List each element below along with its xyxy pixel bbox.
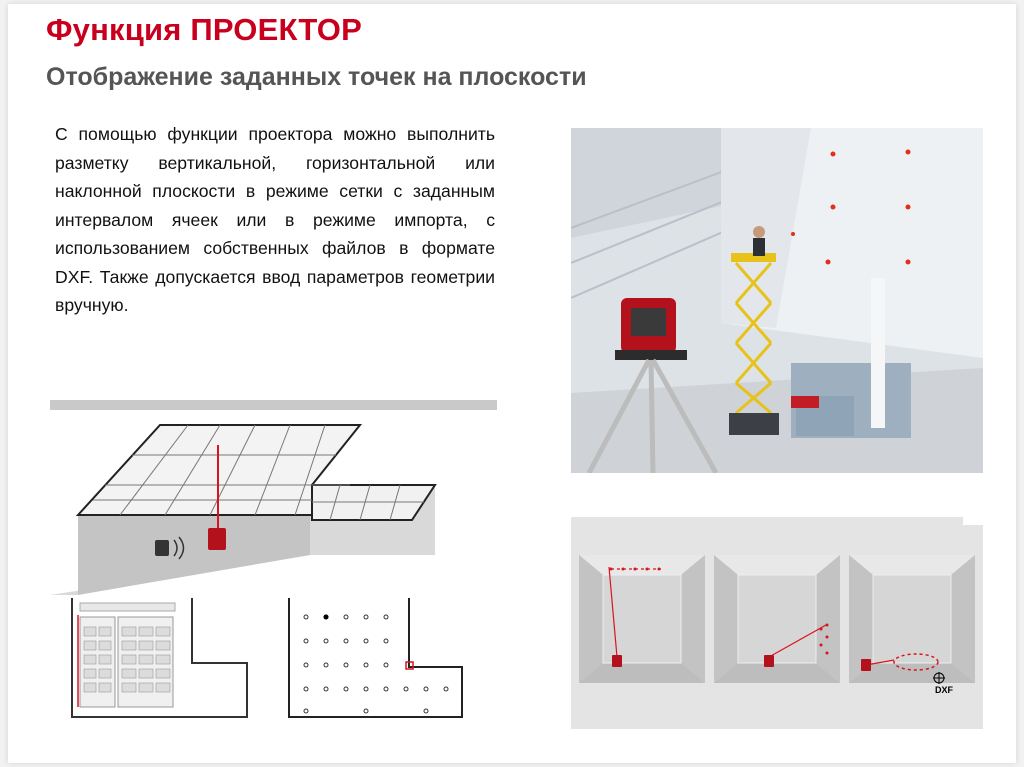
page-subtitle: Отображение заданных точек на плоскости: [46, 63, 587, 91]
grid-projection-diagram: [50, 400, 497, 595]
rooms-projection-diagram: [571, 517, 983, 729]
dxf-label: DXF: [935, 685, 953, 695]
description-paragraph: С помощью функции проектора можно выполнить разметку вертикальной, горизонтальной или наклонной плоскости в режиме сетки с заданным интервалом ячеек или в режиме импорта, с использованием собственных файлов в формате DXF. Также допускается ввод параметров геометрии вручную.: [55, 124, 495, 315]
laser-device-icon: [208, 528, 226, 550]
software-keypad-screenshot: [62, 595, 276, 722]
page-title: Функция ПРОЕКТОР: [46, 12, 362, 47]
dot-grid-screenshot: [284, 595, 494, 722]
projector-photo: [571, 128, 983, 473]
